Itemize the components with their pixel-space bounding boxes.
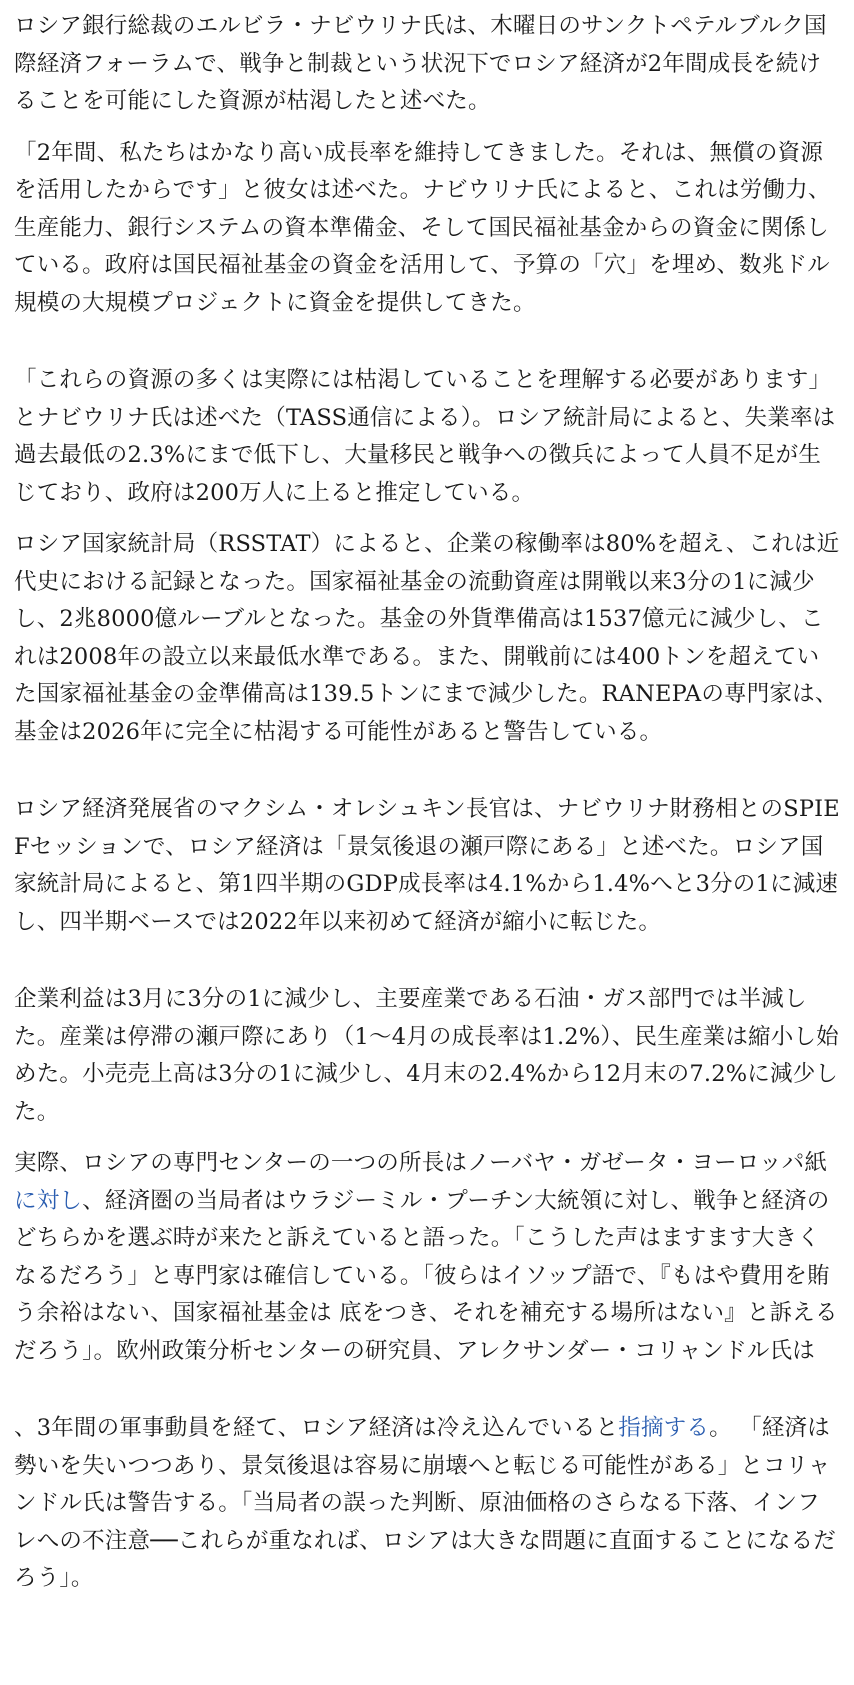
paragraph-8 — [14, 1410, 840, 1598]
paragraph-1: ロシア銀行総裁のエルビラ・ナビウリナ氏は、木曜日のサンクトペテルブルク国際経済フォーラムで、戦争と制裁という状況下でロシア経済が2年間成長を続けることを可能にした資源が枯渇したと述べた。 — [14, 13, 827, 114]
paragraph-6: 企業利益は3月に3分の1に減少し、主要産業である石油・ガス部門では半減した。産業は停滞の瀬戸際にあり（1〜4月の成長率は1.2%）、民生産業は縮小し始めた。小売売上高は3分の1に減少し、4月末の2.4%から12月末の7.2%に減少した。 — [14, 986, 839, 1125]
source-link-novaya-gazeta[interactable]: に対し — [14, 1187, 83, 1214]
paragraph-8-text-start: 、3年間の軍事動員を経て、ロシア経済は冷え込んでいると — [14, 1415, 619, 1441]
source-link-kolyandr[interactable]: 指摘する — [618, 1415, 710, 1441]
paragraph-3: 「これらの資源の多くは実際には枯渇していることを理解する必要があります」とナビウリナ氏は述べた（TASS通信による）。ロシア統計局によると、失業率は過去最低の2.3%にまで低下し、大量移民と戦争への徴兵によって人員不足が生じており、政府は200万人に上ると推定している。 — [14, 367, 836, 506]
paragraph-7 — [14, 1145, 840, 1370]
paragraph-2: 「2年間、私たちはかなり高い成長率を維持してきました。それは、無償の資源を活用したからです」と彼女は述べた。ナビウリナ氏によると、これは労働力、生産能力、銀行システムの資本準備金、そして国民福祉基金からの資金に関係している。政府は国民福祉基金の資金を活用して、予算の「穴」を埋め、数兆ドル規模の大規模プロジェクトに資金を提供してきた。 — [14, 139, 831, 316]
paragraph-8-text-end: 。 「経済は勢いを失いつつあり、景気後退は容易に崩壊へと転じる可能性がある」とコリャンドル氏は警告する。「当局者の誤った判断、原油価格のさらなる下落、インフレへの不注意──これらが重なれば、ロシアは大きな問題に直面することになるだろう」。 — [14, 1415, 836, 1591]
paragraph-5: ロシア経済発展省のマクシム・オレシュキン長官は、ナビウリナ財務相とのSPIEFセッションで、ロシア経済は「景気後退の瀬戸際にある」と述べた。ロシア国家統計局によると、第1四半期のGDP成長率は4.1%から1.4%へと3分の1に減速し、四半期ベースでは2022年以来初めて経済が縮小に転じた。 — [14, 796, 840, 935]
paragraph-7-text-start: 実際、ロシアの専門センターの一つの所長はノーバヤ・ガゼータ・ヨーロッパ紙 — [14, 1150, 828, 1176]
paragraph-4: ロシア国家統計局（RSSTAT）によると、企業の稼働率は80%を超え、これは近代史における記録となった。国家福祉基金の流動資産は開戦以来3分の1に減少し、2兆8000億ルーブルとなった。基金の外貨準備高は1537億元に減少し、これは2008年の設立以来最低水準である。また、開戦前には400トンを超えていた国家福祉基金の金準備高は139.5トンにまで減少した。RANEPAの専門家は、基金は2026年に完全に枯渇する可能性があると警告している。 — [14, 531, 840, 745]
paragraph-7-text-end: 、経済圏の当局者はウラジーミル・プーチン大統領に対し、戦争と経済のどちらかを選ぶ時が来たと訴えていると語った。「こうした声はますます大きくなるだろう」と専門家は確信している。「彼らはイソップ語で、『もはや費用を賄う余裕はない、国家福祉基金は 底をつき、それを補充する場所はない』と訴えるだろう」。欧州政策分析センターの研究員、アレクサンダー・コリャンドル氏は — [14, 1187, 838, 1364]
